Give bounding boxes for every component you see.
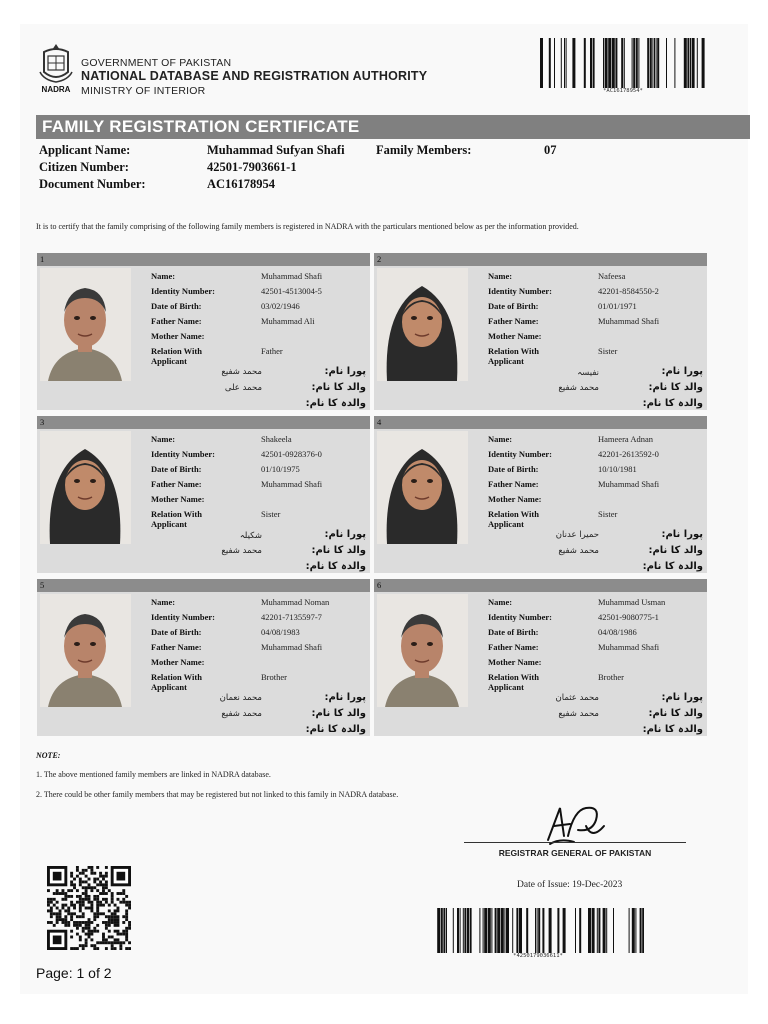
relation-label: Relation With Applicant: [151, 346, 202, 366]
certificate-title: FAMILY REGISTRATION CERTIFICATE: [42, 117, 360, 136]
urdu-father-label: والد کا نام:: [311, 382, 366, 393]
dob-label: Date of Birth:: [151, 301, 202, 311]
identity-number-label: Identity Number:: [151, 286, 215, 296]
relation-label: Relation With Applicant: [488, 346, 539, 366]
urdu-father-name: محمد شفیع: [558, 546, 599, 556]
relation-value: Father: [261, 346, 283, 356]
father-name: Muhammad Shafi: [598, 479, 660, 489]
member-photo: [377, 268, 468, 381]
member-number: 4: [377, 417, 382, 427]
identity-number: 42201-7135597-7: [261, 612, 322, 622]
member-number: 3: [40, 417, 45, 427]
member-card-header: [37, 416, 370, 429]
registrar-signature: [530, 796, 620, 856]
page-number: Page: 1 of 2: [36, 965, 112, 981]
member-card-header: [374, 416, 707, 429]
father-name-label: Father Name:: [488, 479, 539, 489]
father-name-label: Father Name:: [151, 479, 202, 489]
member-photo: [40, 431, 131, 544]
urdu-father-name: محمد شفیع: [221, 546, 262, 556]
urdu-father-name: محمد شفیع: [558, 709, 599, 719]
member-name: Shakeela: [261, 434, 292, 444]
relation-value: Sister: [598, 346, 618, 356]
urdu-full-name: محمد عثمان: [555, 693, 599, 703]
top-barcode: [540, 38, 706, 88]
citizen-number-label: Citizen Number:: [39, 160, 129, 174]
identity-number: 42201-2613592-0: [598, 449, 659, 459]
ministry-label: MINISTRY OF INTERIOR: [81, 85, 206, 97]
member-card: [374, 579, 707, 736]
date-of-birth: 01/10/1975: [261, 464, 300, 474]
urdu-father-label: والد کا نام:: [648, 545, 703, 556]
certification-statement: It is to certify that the family comprising of the following family members is registered in NADRA with the particulars mentioned below as per the information provided.: [36, 222, 579, 231]
family-members-value: 07: [544, 143, 557, 157]
member-name: Muhammad Shafi: [261, 271, 323, 281]
note-heading: NOTE:: [36, 751, 61, 760]
identity-number: 42201-8584550-2: [598, 286, 659, 296]
name-label: Name:: [488, 434, 513, 444]
mother-name-label: Mother Name:: [151, 331, 205, 341]
urdu-father-name: محمد علی: [224, 383, 262, 393]
family-members-label: Family Members:: [376, 143, 472, 157]
urdu-full-name: حمیرا عدنان: [555, 530, 599, 540]
bottom-barcode-text: *4250179036611*: [513, 953, 563, 959]
member-card: [374, 416, 707, 573]
note-item: 2. There could be other family members that may be registered but not linked to this family in NADRA database.: [36, 790, 399, 799]
applicant-name-label: Applicant Name:: [39, 143, 131, 157]
dob-label: Date of Birth:: [151, 464, 202, 474]
document-number-value: AC16178954: [207, 177, 276, 191]
father-name: Muhammad Ali: [261, 316, 315, 326]
member-number: 5: [40, 580, 45, 590]
dob-label: Date of Birth:: [488, 464, 539, 474]
member-card: [37, 253, 370, 410]
urdu-full-name: محمد نعمان: [219, 693, 262, 703]
father-name-label: Father Name:: [488, 642, 539, 652]
urdu-full-name-label: پورا نام:: [324, 529, 366, 540]
urdu-father-label: والد کا نام:: [648, 708, 703, 719]
father-name-label: Father Name:: [151, 316, 202, 326]
note-item: 1. The above mentioned family members are linked in NADRA database.: [36, 770, 271, 779]
father-name-label: Father Name:: [151, 642, 202, 652]
date-of-issue: Date of Issue: 19-Dec-2023: [517, 880, 623, 890]
dob-label: Date of Birth:: [488, 627, 539, 637]
urdu-father-label: والد کا نام:: [311, 708, 366, 719]
urdu-father-label: والد کا نام:: [648, 382, 703, 393]
title-bar: [36, 115, 750, 139]
mother-name-label: Mother Name:: [488, 657, 542, 667]
urdu-mother-label: والدہ کا نام:: [642, 561, 703, 572]
dob-label: Date of Birth:: [151, 627, 202, 637]
name-label: Name:: [151, 597, 176, 607]
name-label: Name:: [151, 271, 176, 281]
relation-value: Brother: [261, 672, 287, 682]
father-name: Muhammad Shafi: [261, 479, 323, 489]
signature-line: [464, 842, 686, 843]
relation-value: Sister: [261, 509, 281, 519]
member-card: [37, 579, 370, 736]
document-number-label: Document Number:: [39, 177, 146, 191]
nadra-emblem-icon: [36, 42, 76, 94]
date-of-birth: 04/08/1986: [598, 627, 637, 637]
father-name: Muhammad Shafi: [598, 642, 660, 652]
urdu-mother-label: والدہ کا نام:: [642, 398, 703, 409]
member-card-header: [374, 253, 707, 266]
urdu-mother-label: والدہ کا نام:: [305, 724, 366, 735]
relation-value: Sister: [598, 509, 618, 519]
name-label: Name:: [151, 434, 176, 444]
urdu-full-name-label: پورا نام:: [661, 529, 703, 540]
registrar-title: REGISTRAR GENERAL OF PAKISTAN: [498, 848, 652, 858]
urdu-full-name-label: پورا نام:: [661, 366, 703, 377]
nadra-logo-text: NADRA: [41, 85, 71, 94]
date-of-birth: 03/02/1946: [261, 301, 300, 311]
identity-number: 42501-0928376-0: [261, 449, 322, 459]
identity-number: 42501-4513004-5: [261, 286, 322, 296]
member-name: Muhammad Usman: [598, 597, 666, 607]
mother-name-label: Mother Name:: [488, 331, 542, 341]
member-photo: [40, 594, 131, 707]
father-name: Muhammad Shafi: [261, 642, 323, 652]
authority-label: NATIONAL DATABASE AND REGISTRATION AUTHORITY: [81, 69, 428, 83]
mother-name-label: Mother Name:: [151, 657, 205, 667]
urdu-mother-label: والدہ کا نام:: [305, 561, 366, 572]
member-number: 6: [377, 580, 382, 590]
identity-number-label: Identity Number:: [488, 286, 552, 296]
name-label: Name:: [488, 597, 513, 607]
government-label: GOVERNMENT OF PAKISTAN: [81, 57, 232, 69]
citizen-number-value: 42501-7903661-1: [207, 160, 297, 174]
member-number: 1: [40, 254, 45, 264]
mother-name-label: Mother Name:: [151, 494, 205, 504]
identity-number-label: Identity Number:: [151, 449, 215, 459]
member-name: Nafeesa: [598, 271, 626, 281]
member-card-header: [374, 579, 707, 592]
member-card: [374, 253, 707, 410]
father-name: Muhammad Shafi: [598, 316, 660, 326]
mother-name-label: Mother Name:: [488, 494, 542, 504]
relation-label: Relation With Applicant: [488, 509, 539, 529]
identity-number-label: Identity Number:: [488, 612, 552, 622]
bottom-barcode: [432, 908, 644, 953]
member-photo: [40, 268, 131, 381]
urdu-father-name: محمد شفیع: [221, 709, 262, 719]
urdu-full-name-label: پورا نام:: [324, 366, 366, 377]
urdu-full-name-label: پورا نام:: [324, 692, 366, 703]
urdu-full-name: محمد شفیع: [221, 367, 262, 377]
identity-number-label: Identity Number:: [488, 449, 552, 459]
urdu-father-name: محمد شفیع: [558, 383, 599, 393]
relation-label: Relation With Applicant: [151, 672, 202, 692]
urdu-mother-label: والدہ کا نام:: [642, 724, 703, 735]
urdu-father-label: والد کا نام:: [311, 545, 366, 556]
urdu-mother-label: والدہ کا نام:: [305, 398, 366, 409]
identity-number: 42501-9080775-1: [598, 612, 659, 622]
father-name-label: Father Name:: [488, 316, 539, 326]
urdu-full-name: شکیلہ: [239, 531, 262, 541]
urdu-full-name: نفیسہ: [577, 368, 599, 378]
member-name: Hameera Adnan: [598, 434, 653, 444]
date-of-birth: 10/10/1981: [598, 464, 637, 474]
identity-number-label: Identity Number:: [151, 612, 215, 622]
urdu-full-name-label: پورا نام:: [661, 692, 703, 703]
member-card-header: [37, 253, 370, 266]
member-photo: [377, 431, 468, 544]
member-photo: [377, 594, 468, 707]
member-name: Muhammad Noman: [261, 597, 330, 607]
date-of-birth: 04/08/1983: [261, 627, 300, 637]
top-barcode-text: *AC16178954*: [603, 88, 643, 94]
date-of-birth: 01/01/1971: [598, 301, 637, 311]
member-number: 2: [377, 254, 382, 264]
member-card-header: [37, 579, 370, 592]
qr-code: [44, 866, 134, 950]
dob-label: Date of Birth:: [488, 301, 539, 311]
relation-label: Relation With Applicant: [151, 509, 202, 529]
member-card: [37, 416, 370, 573]
name-label: Name:: [488, 271, 513, 281]
relation-value: Brother: [598, 672, 624, 682]
relation-label: Relation With Applicant: [488, 672, 539, 692]
applicant-name-value: Muhammad Sufyan Shafi: [207, 143, 345, 157]
